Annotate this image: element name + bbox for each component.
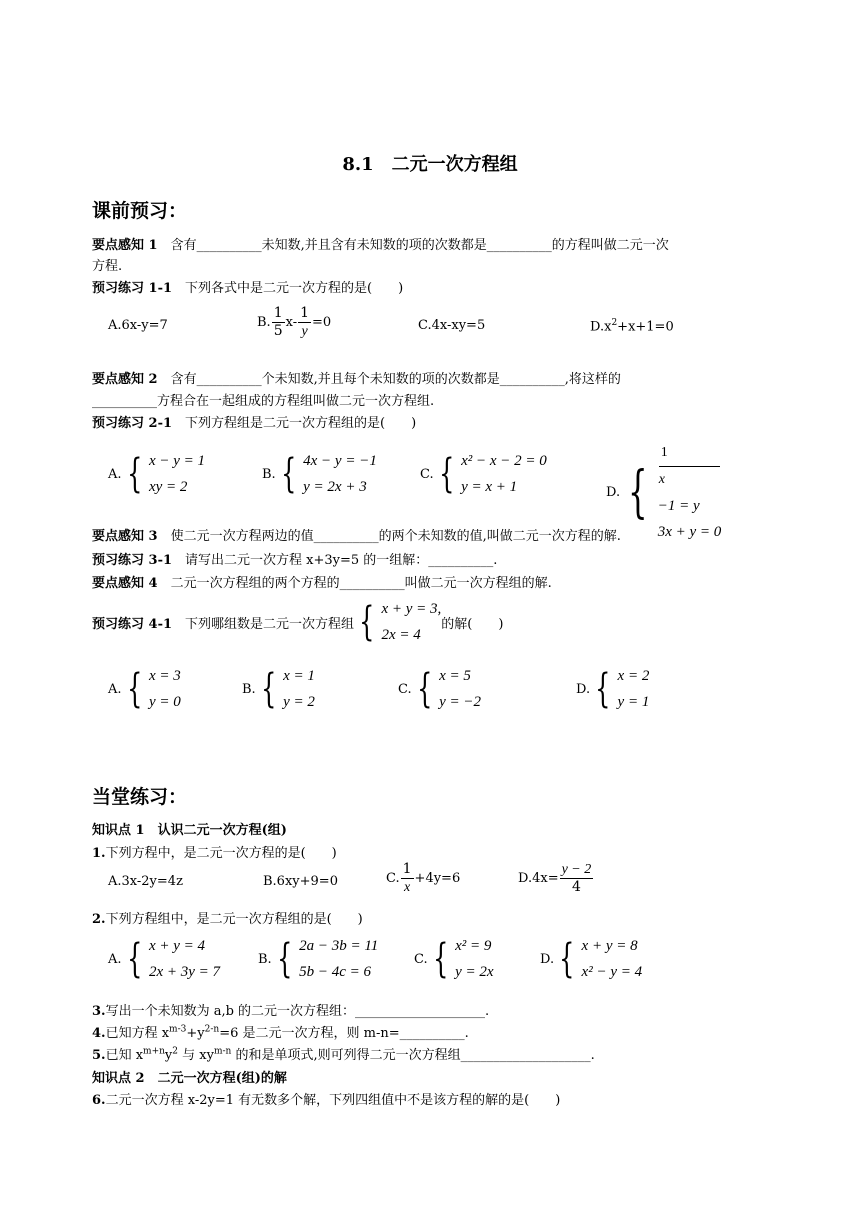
practice-3-1 <box>92 549 497 568</box>
brace-icon: { <box>416 666 432 712</box>
question-2 <box>92 908 363 927</box>
key-point-label: 要点感知 4 <box>92 576 158 591</box>
option-label: D.4x= <box>518 871 559 886</box>
option-label: D. <box>540 951 555 967</box>
denominator: 4 <box>571 879 581 895</box>
question-text: 已知 x <box>105 1048 144 1063</box>
exponent: m+n <box>143 1046 165 1057</box>
option-label: D. <box>576 681 591 697</box>
question-text: 的和是单项式,则可列得二元一次方程组____________________. <box>231 1048 595 1063</box>
option-b-system <box>262 448 377 500</box>
brace-icon: { <box>280 451 297 497</box>
question-1 <box>92 842 337 861</box>
practice-text: 下列哪组数是二元一次方程组 <box>172 616 355 632</box>
question-number: 5. <box>92 1048 106 1063</box>
equation: y = 0 <box>148 694 181 710</box>
option-text: D.x <box>590 319 612 335</box>
question-number: 4. <box>92 1026 106 1041</box>
option-a-system <box>108 933 220 985</box>
option-label: B. <box>262 466 276 482</box>
equation: y = 2x + 3 <box>303 479 367 495</box>
numerator: y − 2 <box>561 862 592 877</box>
equation: x² = 9 <box>455 938 492 954</box>
option-b: B.6xy+9=0 <box>263 874 338 889</box>
option-text: +x+1=0 <box>617 319 674 335</box>
equation-rows <box>658 440 722 545</box>
question-text: 已知方程 x <box>105 1026 170 1041</box>
equation: x² − x − 2 = 0 <box>461 453 547 469</box>
equation: y = x + 1 <box>461 479 518 495</box>
option-d-system <box>576 663 649 715</box>
equation: 2x = 4 <box>381 627 421 643</box>
equation-text: −1 = y <box>657 498 700 514</box>
key-point-1-cont: 方程. <box>92 259 123 274</box>
question-5 <box>92 1044 595 1063</box>
question-text: 下列方程中，是二元一次方程的是( ) <box>105 846 337 861</box>
knowledge-point-2: 知识点 2 二元一次方程(组)的解 <box>92 1071 287 1086</box>
option-label: B. <box>258 951 272 967</box>
option-a: A.3x-2y=4z <box>108 874 183 889</box>
equation-rows <box>283 663 315 715</box>
option-label: C. <box>386 871 400 886</box>
section-heading-classwork: 当堂练习： <box>92 786 188 808</box>
key-point-3 <box>92 525 621 544</box>
brace-icon: { <box>438 451 454 497</box>
key-point-4 <box>92 572 552 591</box>
equation-rows <box>439 663 481 715</box>
brace-icon: { <box>628 459 648 525</box>
numerator: 1 <box>300 305 310 321</box>
numerator: 1 <box>659 440 721 467</box>
equation: x + y = 4 <box>148 938 206 954</box>
question-number: 3. <box>92 1004 106 1019</box>
brace-icon: { <box>126 451 142 497</box>
option-d <box>518 861 594 896</box>
denominator: y <box>301 324 308 339</box>
option-label: B. <box>257 315 271 330</box>
equation-rows <box>149 448 205 500</box>
numerator: 1 <box>273 305 283 321</box>
option-label: A. <box>108 466 122 482</box>
exponent: m-3 <box>169 1024 187 1035</box>
equation: 5b − 4c = 6 <box>299 964 372 980</box>
equation-rows <box>582 933 643 985</box>
fraction <box>560 861 594 896</box>
option-d-system <box>540 933 642 985</box>
key-point-2 <box>92 368 621 387</box>
question-4 <box>92 1022 469 1041</box>
brace-icon: { <box>126 666 142 712</box>
option-label: B. <box>242 681 256 697</box>
key-point-2-cont: __________方程合在一起组成的方程组叫做二元一次方程组. <box>92 394 435 409</box>
option-c-system <box>398 663 481 715</box>
question-6 <box>92 1089 560 1108</box>
equation-rows <box>149 933 220 985</box>
practice-4-1 <box>92 596 503 648</box>
fraction <box>298 305 311 340</box>
question-text: +y <box>186 1026 205 1041</box>
brace-icon: { <box>126 936 142 982</box>
equation: x + y = 3, <box>381 601 442 617</box>
equation: 3x + y = 0 <box>657 524 722 540</box>
section-heading-preview: 课前预习： <box>92 200 188 222</box>
key-point-1 <box>92 234 669 253</box>
option-d-system <box>606 440 721 545</box>
question-3 <box>92 1000 489 1019</box>
option-c: C.4x-xy=5 <box>418 318 486 333</box>
option-label: A. <box>108 681 122 697</box>
equation-rows <box>299 933 378 985</box>
equation: x − y = 1 <box>148 453 206 469</box>
practice-text: 的解( ) <box>441 616 504 632</box>
equation-rows <box>303 448 377 500</box>
equation: x = 3 <box>148 668 181 684</box>
practice-label: 预习练习 1-1 <box>92 281 173 296</box>
equation-rows <box>618 663 650 715</box>
question-number: 6. <box>92 1093 106 1108</box>
option-b-system <box>242 663 315 715</box>
equation: y = 1 <box>617 694 650 710</box>
practice-label: 预习练习 3-1 <box>92 553 173 568</box>
question-text: =6 是二元一次方程，则 m-n=__________. <box>219 1026 469 1041</box>
exponent: 2 <box>611 318 618 328</box>
practice-2-1 <box>92 412 416 431</box>
practice-text: 下列各式中是二元一次方程的是( ) <box>172 281 404 296</box>
key-point-label: 要点感知 2 <box>92 372 158 387</box>
fraction <box>401 861 414 896</box>
option-label: D. <box>606 485 621 500</box>
equation: 2x + 3y = 7 <box>148 964 221 980</box>
option-c-system <box>414 933 494 985</box>
option-a: A.6x-y=7 <box>108 318 168 333</box>
brace-icon: { <box>276 936 293 982</box>
option-text: =0 <box>312 315 332 330</box>
option-c-system <box>420 448 547 500</box>
equation: xy = 2 <box>148 479 188 495</box>
key-point-text: 含有__________未知数,并且含有未知数的项的次数都是__________的方程叫做二元一次 <box>157 238 669 253</box>
equation: 4x − y = −1 <box>303 453 377 469</box>
question-text: 与 xy <box>178 1048 214 1063</box>
question-text: 写出一个未知数为 a,b 的二元一次方程组：____________________. <box>105 1004 490 1019</box>
practice-text: 下列方程组是二元一次方程组的是( ) <box>172 416 417 431</box>
option-c <box>386 861 460 896</box>
key-point-text: 使二元一次方程两边的值__________的两个未知数的值,叫做二元一次方程的解. <box>157 529 621 544</box>
brace-icon: { <box>595 666 611 712</box>
brace-icon: { <box>432 936 448 982</box>
option-a-system <box>108 448 205 500</box>
equation-rows <box>461 448 547 500</box>
practice-text: 请写出二元一次方程 x+3y=5 的一组解：__________. <box>172 553 498 568</box>
key-point-text: 二元一次方程组的两个方程的__________叫做二元一次方程组的解. <box>157 576 552 591</box>
equation: y = 2 <box>283 694 315 710</box>
option-b-system <box>258 933 378 985</box>
practice-label: 预习练习 2-1 <box>92 416 173 431</box>
equation: x = 2 <box>617 668 650 684</box>
key-point-text: 含有__________个未知数,并且每个未知数的项的次数都是__________,将这样的 <box>157 372 621 387</box>
option-d <box>590 318 674 334</box>
practice-1-1 <box>92 277 403 296</box>
brace-icon: { <box>559 936 575 982</box>
denominator: x <box>658 472 665 487</box>
equation: y = −2 <box>439 694 481 710</box>
practice-label: 预习练习 4-1 <box>92 616 173 632</box>
denominator: 5 <box>273 323 283 339</box>
option-label: C. <box>398 681 412 697</box>
brace-icon: { <box>359 599 375 645</box>
equation: x = 1 <box>283 668 315 684</box>
equation: 2a − 3b = 11 <box>299 938 379 954</box>
equation <box>658 440 722 519</box>
exponent: m-n <box>213 1046 232 1057</box>
equation: x² − y = 4 <box>581 964 643 980</box>
fraction <box>272 305 285 340</box>
question-text: 下列方程组中，是二元一次方程组的是( ) <box>105 912 363 927</box>
equation: y = 2x <box>455 964 494 980</box>
equation-rows <box>455 933 493 985</box>
option-text: x- <box>285 315 298 330</box>
option-text: +4y=6 <box>414 871 461 886</box>
key-point-label: 要点感知 3 <box>92 529 158 544</box>
option-label: A. <box>108 951 122 967</box>
fraction <box>659 440 721 493</box>
option-a-system <box>108 663 181 715</box>
brace-icon: { <box>260 666 277 712</box>
exponent: 2-n <box>204 1024 220 1035</box>
question-text: y <box>164 1048 173 1063</box>
option-label: C. <box>420 466 434 482</box>
equation-rows <box>149 663 181 715</box>
question-text: 二元一次方程 x-2y=1 有无数多个解，下列四组值中不是该方程的解的是( ) <box>105 1093 561 1108</box>
numerator: 1 <box>402 861 412 877</box>
exponent: 2 <box>172 1046 179 1057</box>
equation-rows <box>381 596 441 648</box>
denominator: x <box>403 880 411 895</box>
question-number: 1. <box>92 846 106 861</box>
equation: x + y = 8 <box>581 938 638 954</box>
equation: x = 5 <box>439 668 471 684</box>
option-label: C. <box>414 951 428 967</box>
question-number: 2. <box>92 912 106 927</box>
option-b <box>257 305 331 340</box>
key-point-label: 要点感知 1 <box>92 238 158 253</box>
page-title: 8.1 二元一次方程组 <box>342 154 518 175</box>
knowledge-point-1: 知识点 1 认识二元一次方程(组) <box>92 823 287 838</box>
